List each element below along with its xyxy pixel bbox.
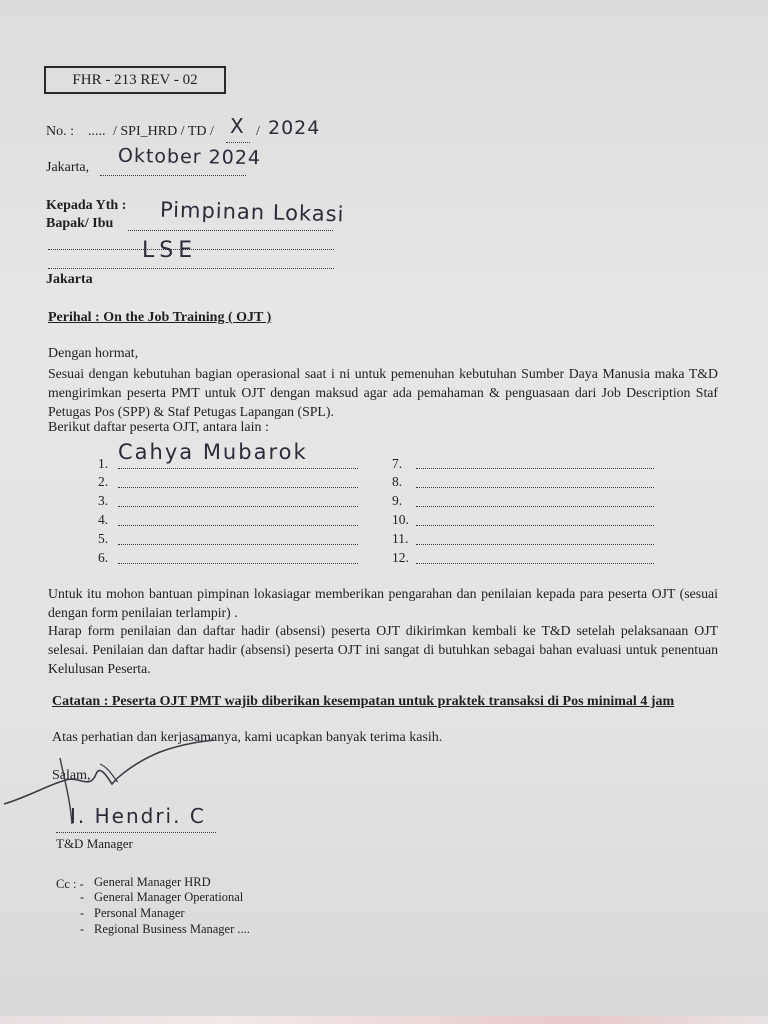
cc-item: Regional Business Manager .... (94, 922, 250, 936)
participant-line (416, 525, 654, 526)
cc-item: General Manager HRD (94, 875, 211, 889)
letter-subject: Perihal : On the Job Training ( OJT ) (48, 310, 272, 325)
participant-line (118, 487, 358, 488)
participant-line (118, 563, 358, 564)
participant-line (416, 468, 654, 469)
paper-bottom-edge (0, 1016, 768, 1024)
letter-number-dots: ..... (88, 124, 106, 139)
recipient-city: Jakarta (46, 272, 93, 287)
recipient-bapak-ibu: Bapak/ Ibu (46, 216, 114, 231)
form-code-box: FHR - 213 REV - 02 (44, 66, 226, 94)
participant-number: 11. (392, 531, 409, 546)
participant-line (118, 506, 358, 507)
cc-bullet: - (80, 906, 85, 920)
participant-number: 6. (98, 550, 109, 565)
body-paragraph-3: Harap form penilaian dan daftar hadir (absensi) peserta OJT dikirimkan kembali ke T&D setelah pelaksanaan OJT selesai. Penilaian dan daftar hadir (absensi) peserta OJT ini sangat di butuhkan sebagai bahan evaluasi untuk penentuan Kelulusan Peserta. (48, 623, 718, 676)
participant-number: 7. (392, 456, 403, 471)
letter-number-middle: / SPI_HRD / TD / (113, 124, 214, 139)
signatory-title: T&D Manager (56, 836, 133, 851)
participant-number: 9. (392, 493, 403, 508)
signatory-dotted-line (56, 832, 216, 833)
signatory-name-handwritten: I. Hendri. C (70, 804, 206, 828)
participant-line (416, 544, 654, 545)
recipient-dotted-line1 (128, 230, 333, 231)
cc-label: Cc : - (56, 877, 84, 891)
cc-item: General Manager Operational (94, 890, 244, 904)
recipient-handwritten-line1: Pimpinan Lokasi (159, 197, 345, 227)
participant-number: 1. (98, 456, 109, 471)
note-line: Catatan : Peserta OJT PMT wajib diberikan kesempatan untuk praktek transaksi di Pos minimal 4 jam (52, 694, 675, 709)
cc-item: Personal Manager (94, 906, 185, 920)
letter-number-year-handwritten: 2024 (268, 117, 321, 139)
participant-number: 10. (392, 512, 409, 527)
participant-number: 12. (392, 550, 409, 565)
participant-number: 4. (98, 512, 109, 527)
participant-number: 8. (392, 474, 403, 489)
participant-line (118, 468, 358, 469)
participant-line (416, 506, 654, 507)
salam-text: Salam, (52, 768, 91, 783)
participant-list-intro: Berikut daftar peserta OJT, antara lain : (48, 420, 269, 435)
letter-number-label: No. : (46, 124, 74, 139)
participant-line (416, 563, 654, 564)
recipient-dotted-line3 (48, 268, 334, 269)
thanks-line: Atas perhatian dan kerjasamanya, kami ucapkan banyak terima kasih. (52, 730, 443, 745)
date-handwritten: Oktober 2024 (117, 144, 262, 170)
participant-number: 3. (98, 493, 109, 508)
cc-bullet: - (80, 890, 85, 904)
participant-name-handwritten: Cahya Mubarok (118, 440, 308, 464)
letter-number-slash: / (256, 124, 260, 139)
body-paragraph-1: Sesuai dengan kebutuhan bagian operasional saat i ni untuk pemenuhan kebutuhan Sumber Daya Manusia maka T&D mengirimkan peserta PMT untuk OJT dengan maksud agar ada pemahaman & penguasaan dari Job Description Staf Petugas Pos (SPP) & Staf Petugas Lapangan (SPL). (48, 366, 718, 419)
date-dotted-line (100, 175, 246, 176)
greeting: Dengan hormat, (48, 346, 139, 361)
participant-number: 2. (98, 474, 109, 489)
date-city-label: Jakarta, (46, 160, 90, 175)
participant-line (118, 544, 358, 545)
participant-number: 5. (98, 531, 109, 546)
participant-line (118, 525, 358, 526)
recipient-kepada: Kepada Yth : (46, 198, 127, 213)
participant-line (416, 487, 654, 488)
recipient-handwritten-line2: LSE (142, 238, 198, 263)
letter-number-month-handwritten: X (230, 114, 245, 138)
cc-bullet: - (80, 922, 85, 936)
body-paragraph-2: Untuk itu mohon bantuan pimpinan lokasiagar memberikan pengarahan dan penilaian kepada para peserta OJT (sesuai dengan form penilaian terlampir) . (48, 586, 718, 620)
month-dotted-line (226, 142, 250, 143)
